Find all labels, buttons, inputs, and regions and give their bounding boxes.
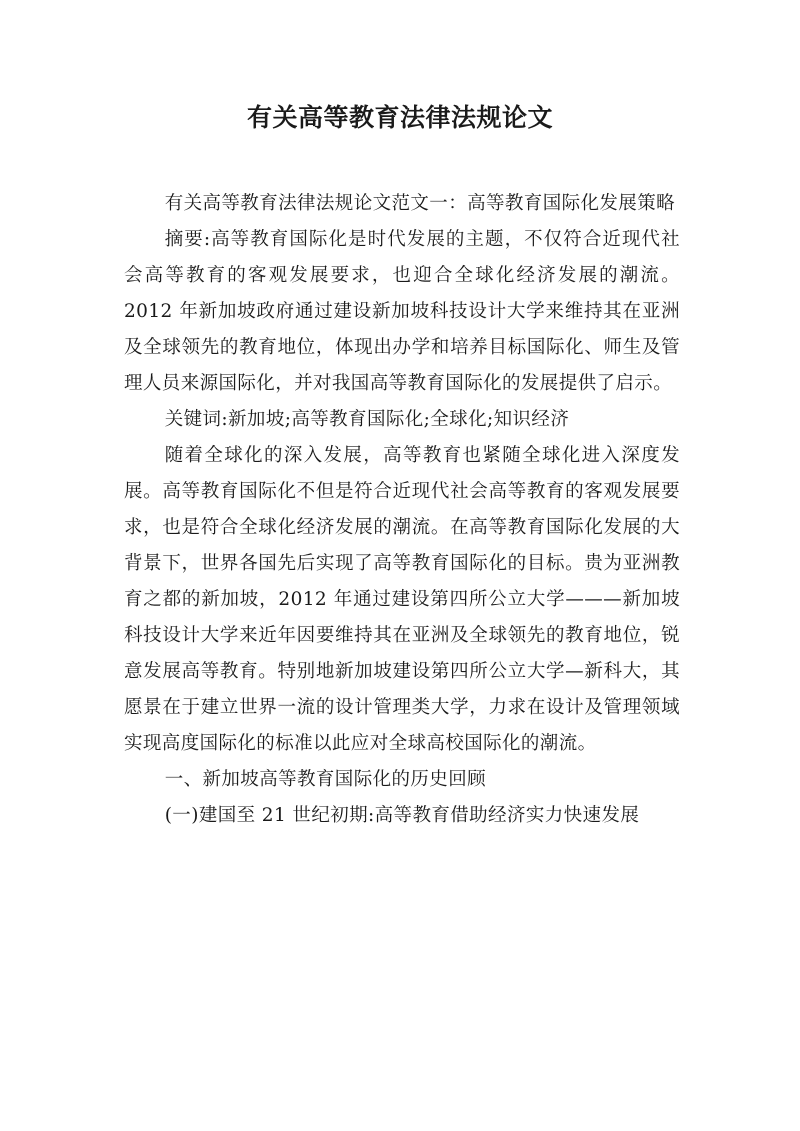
document-body — [124, 186, 680, 834]
paragraph-abstract: 摘要:高等教育国际化是时代发展的主题，不仅符合近现代社会高等教育的客观发展要求，也迎合全球化经济发展的潮流。2012 年新加坡政府通过建设新加坡科技设计大学来维持其在亚洲及全球领先的教育地位，体现出办学和培养目标国际化、师生及管理人员来源国际化，并对我国高等教育国际化的发展提供了启示。 — [124, 229, 680, 394]
paragraph-subtitle: 有关高等教育法律法规论文范文一：高等教育国际化发展策略 — [164, 193, 675, 214]
section-heading: 一、新加坡高等教育国际化的历史回顾 — [164, 769, 486, 790]
subsection-heading: (一)建国至 21 世纪初期:高等教育借助经济实力快速发展 — [164, 805, 640, 826]
paragraph-introduction: 随着全球化的深入发展，高等教育也紧随全球化进入深度发展。高等教育国际化不但是符合近现代社会高等教育的客观发展要求，也是符合全球化经济发展的潮流。在高等教育国际化发展的大背景下，世界各国先后实现了高等教育国际化的目标。贵为亚洲教育之都的新加坡，2012 年通过建设第四所公立大学———新加坡科技设计大学来近年因要维持其在亚洲及全球领先的教育地位，锐意发展高等教育。特别地新加坡建设第四所公立大学—新科大，其愿景在于建立世界一流的设计管理类大学，力求在设计及管理领域实现高度国际化的标准以此应对全球高校国际化的潮流。 — [124, 445, 680, 754]
paragraph-keywords: 关键词:新加坡;高等教育国际化;全球化;知识经济 — [164, 409, 570, 430]
document-title: 有关高等教育法律法规论文 — [246, 103, 553, 132]
